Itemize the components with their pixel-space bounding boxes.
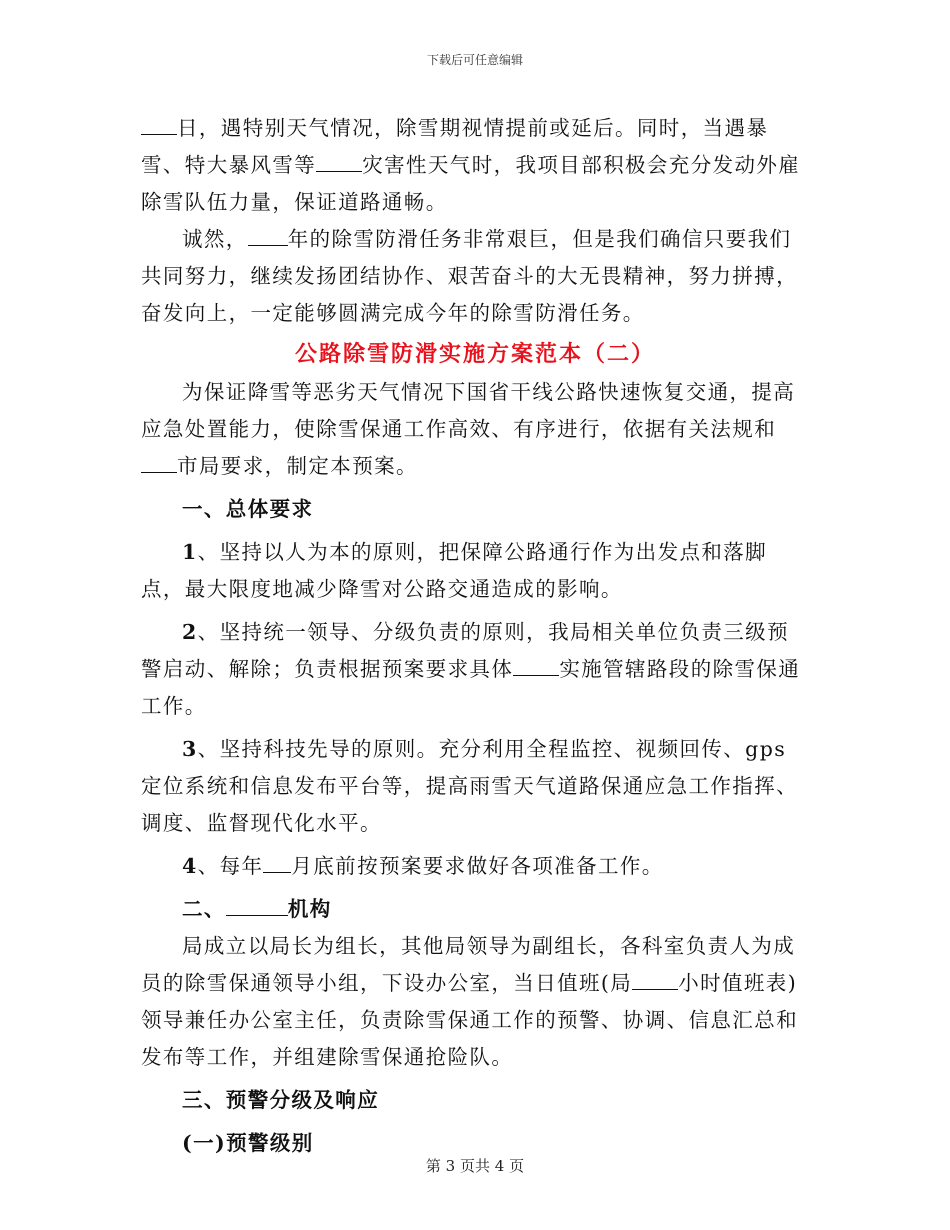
fill-blank [248, 225, 288, 246]
list-item-1: 1、坚持以人为本的原则，把保障公路通行作为出发点和落脚点，最大限度地减少降雪对公路交通造成的影响。 [141, 540, 768, 601]
page-footer [0, 1156, 950, 1176]
paragraph-continuation-1: 日，遇特别天气情况，除雪期视情提前或延后。同时，当遇暴雪、特大暴风雪等 灾害性天气时，我项目部积极会充分发动外雇除雪队伍力量，保证道路通畅。 [141, 116, 801, 214]
subsection-heading-warning-levels: (一)预警级别 [182, 1131, 314, 1155]
document-title: 公路除雪防滑实施方案范本（二） [294, 341, 655, 367]
list-item-2: 2、坚持统一领导、分级负责的原则，我局相关单位负责三级预警启动、解除；负责根据预案要求具体 实施管辖路段的除雪保通工作。 [141, 620, 801, 718]
page-header [0, 52, 950, 68]
document-body [141, 110, 809, 1162]
header-text: 下载后可任意编辑 [426, 53, 523, 67]
fill-blank [632, 969, 678, 990]
section-heading-1: 一、总体要求 [182, 497, 314, 521]
section-heading-2: 二、 机构 [182, 897, 332, 921]
list-item-3: 3、坚持科技先导的原则。充分利用全程监控、视频回传、gps 定位系统和信息发布平台等，提高雨雪天气道路保通应急工作指挥、调度、监督现代化水平。 [141, 737, 798, 835]
section-heading-3: 三、预警分级及响应 [182, 1088, 380, 1112]
fill-blank [141, 452, 177, 473]
paragraph-intro: 为保证降雪等恶劣天气情况下国省干线公路快速恢复交通，提高应急处置能力，使除雪保通工作高效、有序进行，依据有关法规和市局要求，制定本预案。 [141, 380, 796, 478]
fill-blank [226, 895, 288, 916]
fill-blank [513, 655, 559, 676]
paragraph-organization: 局成立以局长为组长，其他局领导为副组长，各科室负责人为成员的除雪保通领导小组，下设办公室，当日值班(局 小时值班表)领导兼任办公室主任，负责除雪保通工作的预警、协调、信息汇总和发布等工作，并组建除雪保通抢险队。 [141, 934, 798, 1069]
page-number: 第 3 页共 4 页 [425, 1157, 525, 1175]
fill-blank [141, 114, 177, 135]
paragraph-continuation-2: 诚然， 年的除雪防滑任务非常艰巨，但是我们确信只要我们共同努力，继续发扬团结协作、艰苦奋斗的大无畏精神，努力拼搏，奋发向上，一定能够圆满完成今年的除雪防滑任务。 [141, 227, 798, 325]
fill-blank [316, 151, 362, 172]
fill-blank [263, 852, 291, 873]
list-item-4: 4、每年 月底前按预案要求做好各项准备工作。 [182, 854, 664, 878]
